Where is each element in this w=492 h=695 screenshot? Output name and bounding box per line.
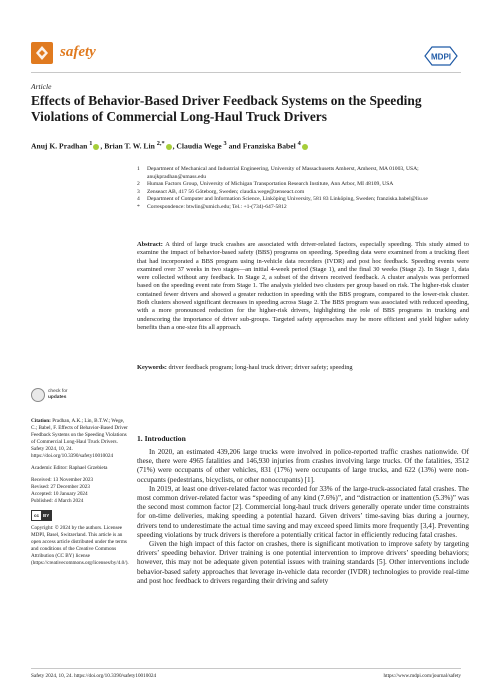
- abstract: [137, 241, 469, 332]
- body-paragraph: In 2020, an estimated 439,206 large trucks were involved in police-reported traffic crashes nationwide. Of these, there were 4965 fatalities and 146,930 injuries from crashes involving large trucks. Of the fatalities, 3512 (71%) were occupants of other vehicles, 831 (17%) were occupants of large trucks, and 622 (13%) were non-occupants (pedestrians, bicyclists, or other nonoccupants) [1].: [137, 448, 469, 484]
- body-paragraph: In 2019, at least one driver-related factor was recorded for 33% of the large-truck-associated fatal crashes. The most common driver-related factor was “speeding of any kind (7.6%)”, and “distraction or inattention (5.3%)” was the second most common factor [2]. Commercial long-haul truck drivers generally operate under time constraints for on-time deliveries, making speeding a potential hazard. Given drivers’ time-saving bias during a journey, drivers tend to underestimate the actual time saving and may exceed speed limits more frequently [3,4]. Preventing speeding violations by truck drivers is therefore a potentially critical factor in efficiently reducing fatal crashes.: [137, 484, 469, 539]
- published-date: Published: 4 March 2024: [31, 498, 84, 504]
- affiliation-number: 2: [137, 181, 140, 187]
- affiliation-item: [137, 189, 467, 197]
- abstract-text: A third of large truck crashes are associated with driver-related factors, especially speeding. This study aimed to examine the impact of behavior-based safety (BBS) programs on speeding. Speeding data were examined from a trucking fleet that had incorporated a BBS program using in-vehicle data recorders (IVDR) and post hoc feedback. Speeding events were examined over 37 weeks in two stages—an initial 4-week period (Stage 1), and the final 30 weeks (Stage 2). In Stage 1, data were collected without any feedback. In Stage 2, a subset of the drivers received feedback. A cluster analysis was performed based on the speeding event rate from Stage 1. The analysis yielded two clusters per group based on risk. The higher-risk cluster contained fewer drivers and showed a greater reduction in speeding with the BBS program, compared to the lower-risk cluster. Both clusters showed significant decreases in speeding across Stage 2. The BBS program was associated with reduced speeding, with a more pronounced reduction for the higher-risk drivers, highlighting the role of BBS programs in trucking and underscoring the importance of driver sub-groups. Targeted safety approaches may be more efficient and yield higher safety benefits than a one-size fits all approach.: [137, 241, 469, 331]
- affiliation-item: [137, 196, 467, 204]
- keywords: [137, 364, 469, 372]
- article-info-sidebar: [31, 418, 129, 572]
- footer-divider: [31, 668, 461, 669]
- author-affiliation-mark: 4: [297, 140, 301, 147]
- by-icon: BY: [43, 513, 50, 518]
- orcid-icon[interactable]: [302, 144, 308, 150]
- affiliation-item: [137, 204, 467, 212]
- citation: [31, 418, 129, 460]
- footer-citation[interactable]: Safety 2024, 10, 24. https://doi.org/10.3390/safety10010024: [31, 673, 157, 679]
- affiliation-text: Zenseact AB, 417 56 Göteborg, Sweden; claudia.wege@zenseact.com: [147, 188, 305, 195]
- abstract-label: Abstract:: [137, 241, 163, 248]
- affiliation-text: Human Factors Group, University of Michigan Transportation Research Institute, Ann Arbor, MI 48109, USA: [147, 181, 394, 187]
- affiliation-number: *: [137, 203, 140, 210]
- orcid-icon[interactable]: [166, 144, 172, 150]
- affiliation-text: Department of Mechanical and Industrial Engineering, University of Massachusetts Amherst, Amherst, MA 01003, USA; anujkpradhan@umass.edu: [147, 166, 419, 180]
- body-paragraph: Given the high impact of this factor on crashes, there is significant motivation to improve safety by targeting drivers’ speeding behavior. Driver training is one potential intervention to improve drivers’ speeding behaviors; however, this may not be adequate given potential issues with training standards [5]. Other interventions include behavior-based safety approaches that leverage in-vehicle data recorder (IVDR) technologies to provide real-time and post hoc feedback to drivers regarding their driving and safety: [137, 540, 469, 585]
- check-for-updates-button[interactable]: [31, 388, 71, 410]
- author-name: Anuj K. Pradhan: [31, 141, 88, 151]
- paper-title: Effects of Behavior-Based Driver Feedback Systems on the Speeding Violations of Commercial Long-Haul Truck Drivers: [31, 93, 422, 124]
- citation-text: Pradhan, A.K.; Lin, B.T.W.; Wege, C.; Babel, F. Effects of Behavior-Based Driver Feedback Systems on the Speeding Violations of Commercial Long-Haul Truck Drivers. Safety 2024, 10, 24. https://doi.org/10.3390/safety10010024: [31, 418, 128, 459]
- header-divider: [31, 72, 461, 73]
- affiliation-item: [137, 181, 467, 189]
- orcid-icon[interactable]: [93, 144, 99, 150]
- citation-label: Citation:: [31, 418, 51, 424]
- introduction-body: [137, 448, 469, 586]
- received-date: Received: 13 November 2023: [31, 477, 94, 483]
- cc-by-license-badge[interactable]: [31, 510, 52, 521]
- author-affiliation-mark: 2,*: [156, 140, 165, 147]
- journal-name: safety: [60, 44, 96, 60]
- accepted-date: Accepted: 10 January 2024: [31, 491, 88, 497]
- affiliation-item: [137, 166, 467, 181]
- author-list: Anuj K. Pradhan $^1$ , Brian T. W. Lin $^{2,*}$ , Claudia Wege $^3$ and Franziska Babel $^4$: [31, 140, 471, 151]
- author-name: Franziska Babel: [242, 141, 296, 151]
- safety-journal-logo-icon: [31, 42, 53, 64]
- article-type: Article: [31, 82, 52, 91]
- affiliation-number: 3: [137, 188, 140, 195]
- copyright-notice: Copyright: © 2024 by the authors. Licensee MDPI, Basel, Switzerland. This article is an open access article distributed under the terms and conditions of the Creative Commons Attribution (CC BY) license (https://creativecommons.org/licenses/by/4.0/).: [31, 525, 129, 566]
- keywords-text: driver feedback program; long-haul truck driver; driver safety; speeding: [168, 364, 353, 371]
- section-heading: 1. Introduction: [137, 434, 186, 443]
- author-name: Brian T. W. Lin: [104, 141, 155, 151]
- affiliation-number: 1: [137, 166, 140, 172]
- mdpi-logo-icon: [424, 46, 458, 66]
- author-affiliation-mark: 1: [89, 140, 93, 147]
- author-affiliation-mark: 3: [223, 140, 227, 147]
- check-for-updates-label: check for updates: [48, 389, 68, 400]
- revised-date: Revised: 27 December 2023: [31, 484, 90, 490]
- author-name: Claudia Wege: [176, 141, 222, 151]
- keywords-label: Keywords:: [137, 364, 167, 371]
- affiliation-text: Department of Computer and Information Science, Linköping University, 581 83 Linköping, Sweden; franziska.babel@liu.se: [147, 196, 428, 202]
- update-check-icon: [31, 388, 45, 402]
- affiliation-text: Correspondence: btwlin@umich.edu; Tel.: +1-(734)-647-5812: [147, 203, 287, 210]
- affiliation-number: 4: [137, 196, 140, 202]
- footer-journal-link[interactable]: https://www.mdpi.com/journal/safety: [383, 673, 461, 679]
- publisher-name: MDPI: [431, 52, 451, 62]
- academic-editor: Academic Editor: Raphael Grzebieta: [31, 465, 108, 471]
- cc-icon: cc: [34, 513, 40, 518]
- affiliation-list: [137, 166, 467, 211]
